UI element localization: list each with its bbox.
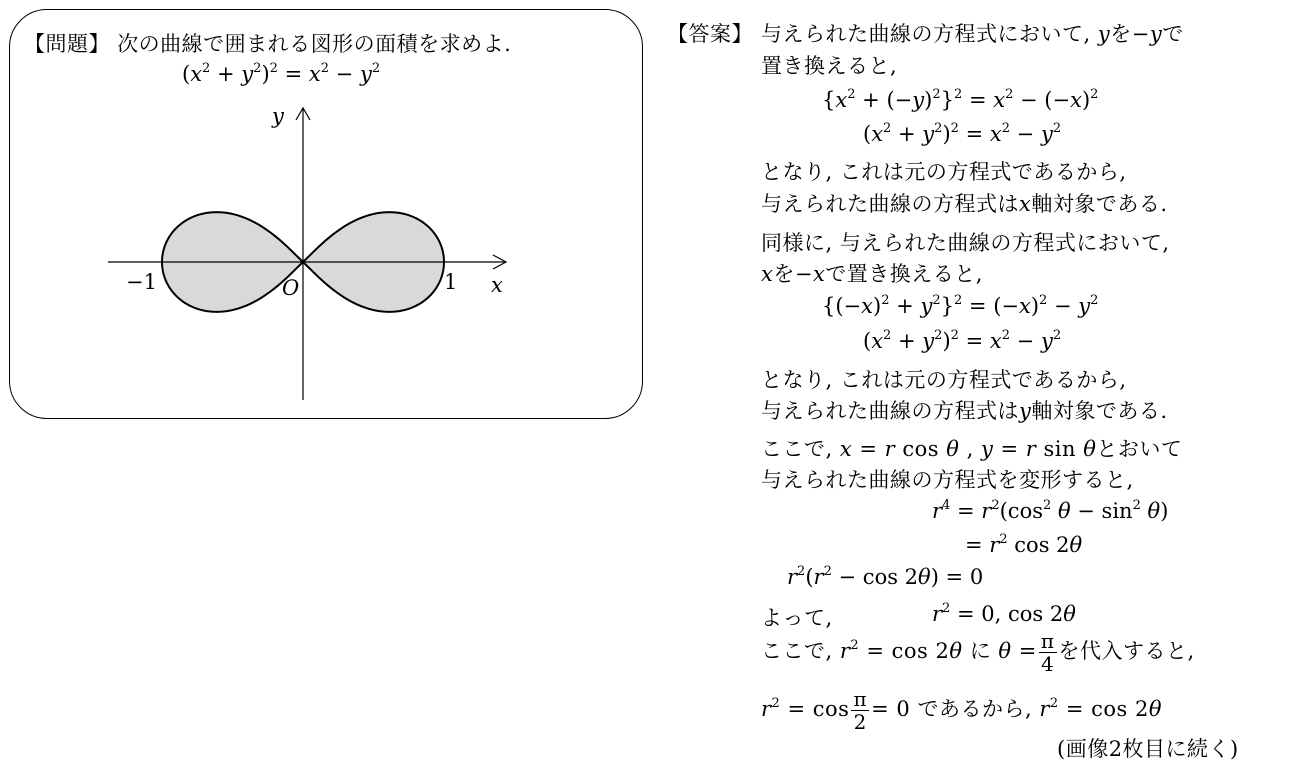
answer-line-18-label: よって, bbox=[761, 606, 833, 630]
answer-line-8-tail: で置き換えると, bbox=[825, 262, 983, 286]
answer-line-12: 与えられた曲線の方程式はy軸対象である. bbox=[761, 399, 1168, 423]
answer-line-7: 同様に, 与えられた曲線の方程式において, bbox=[761, 231, 1170, 255]
answer-line-13-pre: ここで, bbox=[761, 437, 833, 461]
problem-equation: $(x^2 + y^2)^2 = x^2 - y^2$ bbox=[182, 61, 381, 86]
answer-line-12-post: 軸対象である. bbox=[1031, 399, 1168, 423]
answer-line-5: となり, これは元の方程式であるから, bbox=[761, 160, 1127, 184]
answer-line-6-post: 軸対象である. bbox=[1031, 192, 1168, 216]
answer-line-13-post: とおいて bbox=[1096, 437, 1183, 461]
origin-label: O bbox=[282, 276, 300, 300]
answer-line-19-mid: に bbox=[969, 639, 992, 663]
answer-eq-7: $r^2(r^2 - \cos 2\theta) = 0$ bbox=[787, 564, 984, 589]
problem-text: 次の曲線で囲まれる図形の面積を求めよ. bbox=[117, 32, 512, 56]
answer-line-19-pre: ここで, bbox=[761, 639, 833, 663]
answer-label: 【答案】 bbox=[667, 22, 753, 46]
answer-eq-4: $(x^2 + y^2)^2 = x^2 - y^2$ bbox=[863, 328, 1062, 353]
answer-line-1: 与えられた曲線の方程式において, yを−yで bbox=[761, 22, 1184, 46]
answer-eq-8: $r^2 = 0$, cos 2θ bbox=[932, 601, 1076, 626]
answer-eq-2: $(x^2 + y^2)^2 = x^2 - y^2$ bbox=[863, 121, 1062, 146]
answer-line-6: 与えられた曲線の方程式はx軸対象である. bbox=[761, 192, 1168, 216]
answer-line-20-mid: であるから, bbox=[917, 697, 1033, 721]
neg-one-label: −1 bbox=[126, 270, 157, 294]
continued-note: (画像2枚目に続く) bbox=[1057, 737, 1239, 761]
answer-line-6-pre: 与えられた曲線の方程式は bbox=[761, 192, 1019, 216]
answer-line-12-pre: 与えられた曲線の方程式は bbox=[761, 399, 1019, 423]
answer-line-8: xを−xで置き換えると, bbox=[761, 262, 983, 286]
answer-line-19-post: を代入すると, bbox=[1058, 639, 1195, 663]
y-axis-label: y bbox=[272, 104, 284, 128]
answer-line-2: 置き換えると, bbox=[761, 54, 898, 78]
x-axis-label: x bbox=[491, 273, 503, 297]
one-label: 1 bbox=[444, 270, 458, 294]
answer-line-19: ここで, $r^2 = \cos 2\theta$ に θ = $\frac{\pi}{4}$ を代入すると, bbox=[761, 629, 1195, 676]
answer-eq-3: $\{(-x)^2 + y^2\}^2 = (-x)^2 - y^2$ bbox=[822, 293, 1099, 318]
problem-label: 【問題】 bbox=[24, 32, 110, 56]
problem-statement bbox=[24, 28, 511, 58]
answer-line-11: となり, これは元の方程式であるから, bbox=[761, 368, 1127, 392]
answer-eq-1: $\{x^2 + (-y)^2\}^2 = x^2 - (-x)^2$ bbox=[822, 87, 1099, 112]
answer-eq-6: = $r^2$ cos 2θ bbox=[965, 532, 1083, 557]
answer-line-1-text: 与えられた曲線の方程式において, bbox=[761, 22, 1091, 46]
answer-eq-5: $r^4 = r^2(\cos^2$ $\theta - \sin^2 \theta$) bbox=[932, 498, 1169, 523]
lemniscate-graph bbox=[100, 100, 520, 405]
answer-line-14: 与えられた曲線の方程式を変形すると, bbox=[761, 468, 1134, 492]
answer-line-20: $r^2 = \cos$ $\frac{\pi}{2}$ = 0 であるから, $r^2 = \cos 2\theta$ bbox=[761, 687, 1162, 734]
answer-line-13: ここで, x = r cos θ , y = r sin θとおいて bbox=[761, 437, 1183, 461]
answer-line-1-tail: で bbox=[1162, 22, 1184, 46]
